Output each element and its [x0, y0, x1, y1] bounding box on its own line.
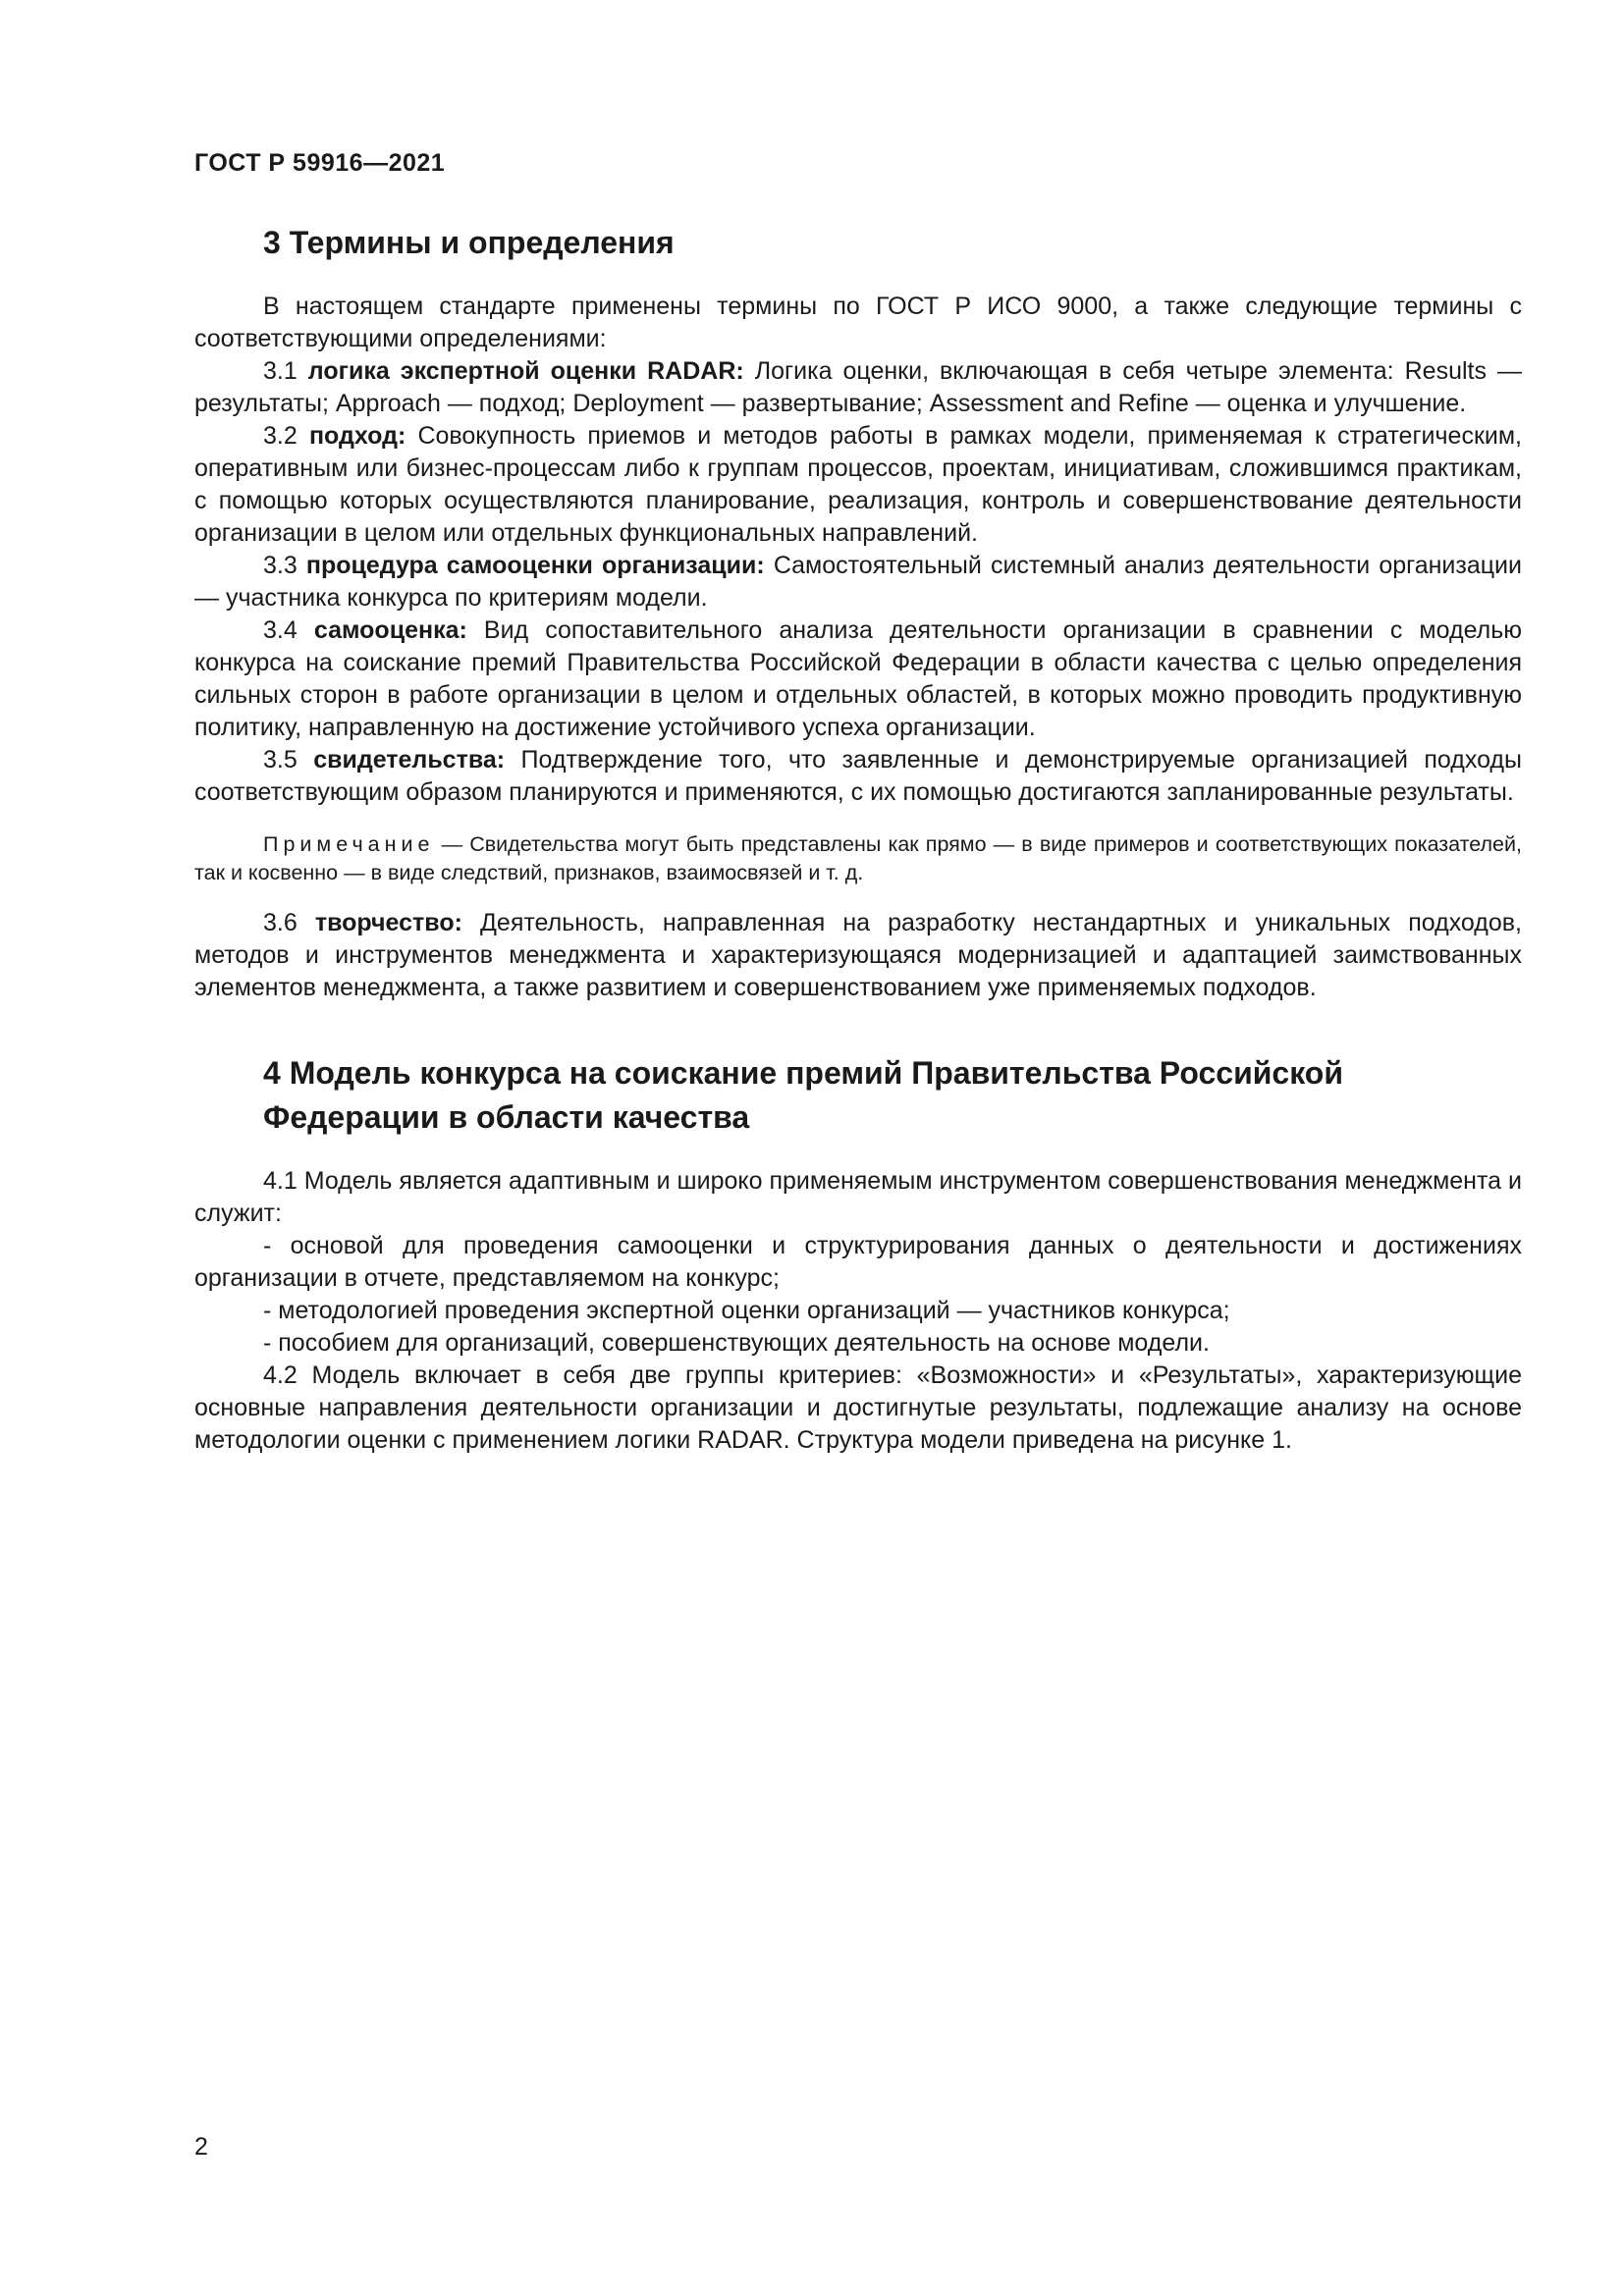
term-number: 3.3 — [263, 552, 298, 579]
page-number: 2 — [194, 2133, 208, 2161]
section-4-title-line2: Федерации в области качества — [263, 1099, 750, 1135]
section-3-body — [194, 291, 1522, 1004]
list-item: - основой для проведения самооценки и структурирования данных о деятельности и достижениях организации в отчете, представляемом на конкурс; — [194, 1232, 1522, 1292]
section-3-title: 3 Термины и определения — [263, 225, 675, 260]
term-number: 3.5 — [263, 746, 298, 774]
note — [194, 830, 1522, 887]
term-definition: Совокупность приемов и методов работы в рамках модели, применяемая к стратегическим, оперативным или бизнес-процессам либо к группам процессов, проектам, инициативам, сложившимся практикам, с помощью которых осуществляются планирование, реализация, контроль и совершенствование деятельности организации в целом или отдельных функциональных направлений. — [194, 422, 1522, 547]
term-number: 3.2 — [263, 422, 298, 450]
term-number: 3.6 — [263, 909, 298, 936]
paragraph-4-1: 4.1 Модель является адаптивным и широко применяемым инструментом совершенствования менеджмента и служит: — [194, 1167, 1522, 1227]
section-4-body — [194, 1165, 1522, 1457]
term-name: подход: — [308, 422, 406, 450]
term-definition: Вид сопоставительного анализа деятельности организации в сравнении с моделью конкурса на соискание премий Правительства Российской Федерации в области качества с целью определения сильных сторон в работе организации в целом и отдельных областей, в которых можно проводить продуктивную политику, направленную на достижение устойчивого успеха организации. — [194, 616, 1523, 741]
document-code: ГОСТ Р 59916—2021 — [194, 149, 446, 177]
term-name: самооценка: — [313, 616, 467, 644]
term-3-3 — [194, 550, 1522, 614]
term-3-1 — [194, 355, 1522, 420]
note-text: — Свидетельства могут быть представлены как прямо — в виде примеров и соответствующих показателей, так и косвенно — в виде следствий, признаков, взаимосвязей и т. д. — [194, 832, 1522, 884]
term-number: 3.4 — [263, 616, 298, 644]
term-name: процедура самооценки организации: — [305, 552, 765, 579]
section-4-title — [263, 1051, 1522, 1140]
section-3-intro: В настоящем стандарте применены термины по ГОСТ Р ИСО 9000, а также следующие термины с соответствующими определениями: — [194, 293, 1522, 352]
term-3-6 — [194, 907, 1522, 1004]
term-3-2 — [194, 420, 1522, 550]
term-name: логика экспертной оценки RADAR: — [307, 357, 744, 385]
note-label: Примечание — [263, 832, 435, 856]
term-3-5 — [194, 744, 1522, 809]
page-content — [194, 220, 1522, 1457]
term-number: 3.1 — [263, 357, 298, 385]
list-item: - методологией проведения экспертной оценки организаций — участников конкурса; — [263, 1297, 1230, 1324]
list-item: - пособием для организаций, совершенствующих деятельность на основе модели. — [263, 1329, 1210, 1357]
term-definition: Подтверждение того, что заявленные и демонстрируемые организацией подходы соответствующим образом планируются и применяются, с их помощью достигаются запланированные результаты. — [194, 746, 1522, 806]
term-definition: Логика оценки, включающая в себя четыре элемента: Results — результаты; Approach — подход; Deployment — развертывание; Assessment and Refine — оценка и улучшение. — [194, 357, 1522, 417]
term-definition: Самостоятельный системный анализ деятельности организации — участника конкурса по критериям модели. — [194, 552, 1522, 612]
term-name: творчество: — [314, 909, 462, 936]
term-definition: Деятельность, направленная на разработку нестандартных и уникальных подходов, методов и инструментов менеджмента и характеризующаяся модернизацией и адаптацией заимствованных элементов менеджмента, а также развитием и совершенствованием уже применяемых подходов. — [194, 909, 1522, 1001]
section-4-title-line1: 4 Модель конкурса на соискание премий Правительства Российской — [263, 1055, 1344, 1091]
term-name: свидетельства: — [313, 746, 506, 774]
paragraph-4-2: 4.2 Модель включает в себя две группы критериев: «Возможности» и «Результаты», характеризующие основные направления деятельности организации и достигнутые результаты, подлежащие анализу на основе методологии оценки с применением логики RADAR. Структура модели приведена на рисунке 1. — [194, 1362, 1522, 1454]
term-3-4 — [194, 614, 1522, 744]
